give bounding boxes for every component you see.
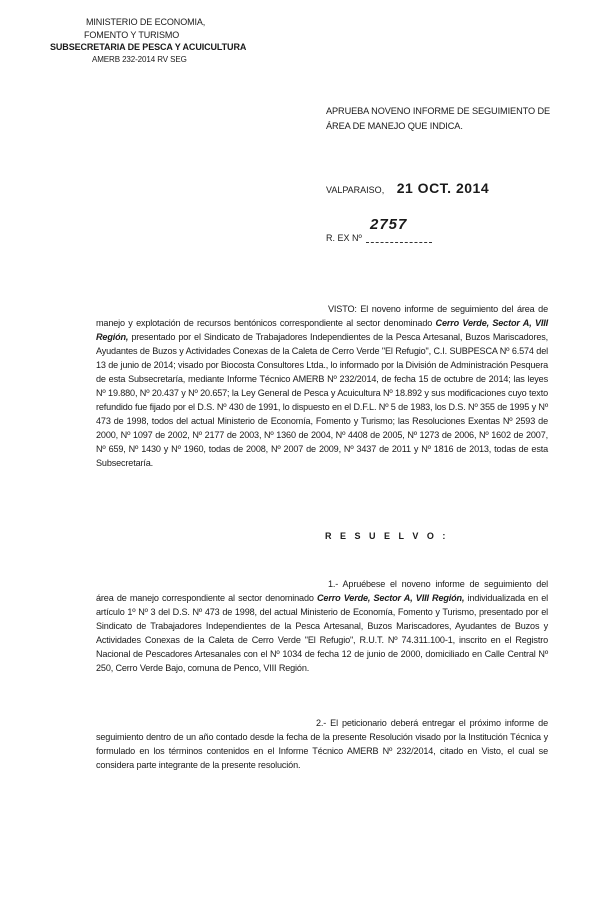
visto-label: VISTO:	[328, 304, 357, 314]
subject-reference: APRUEBA NOVENO INFORME DE SEGUIMIENTO DE ÁREA DE MANEJO QUE INDICA.	[326, 106, 551, 131]
file-reference: AMERB 232-2014 RV SEG	[92, 54, 187, 64]
article-1-text-1: 1.- Apruébese el noveno informe de seguimiento del área de manejo correspondiente al sector denominado	[96, 579, 548, 603]
date-stamp: 21 OCT. 2014	[396, 180, 490, 196]
resolution-label: R. EX Nº	[326, 233, 362, 243]
article-1	[96, 577, 548, 675]
article-1-text-2: individualizada en el artículo 1º Nº 3 del D.S. Nº 473 de 1998, del actual Ministerio de Economía, Fomento y Turismo, presentado por el Sindicato de Trabajadores Independientes de la Pesca Artesanal, Buzos Mariscadores, Ayudantes de Buzos y Actividades Conexas de la Caleta de Cerro Verde "El Refugio", R.U.T. Nº 74.311.100-1, inscrito en el Registro Nacional de Pescadores Artesanales con el Nº 1034 de fecha 12 de junio de 2000, domiciliado en Calle Central Nº 250, Cerro Verde Bajo, comuna de Penco, VIII Región.	[96, 593, 548, 673]
number-line	[366, 242, 432, 243]
resolution-number: 2757	[370, 216, 408, 233]
undersecretariat-name: SUBSECRETARIA DE PESCA Y ACUICULTURA	[50, 42, 247, 53]
ministry-subtitle: FOMENTO Y TURISMO	[84, 29, 180, 40]
letterhead	[50, 16, 246, 66]
ministry-name: MINISTERIO DE ECONOMIA,	[86, 17, 206, 27]
article-2: 2.- El peticionario deberá entregar el próximo informe de seguimiento dentro de un año contado desde la fecha de la presente Resolución visado por la Institución Técnica y formulado en los términos contenidos en el Informe Técnico AMERB Nº 232/2014, citado en Visto, el cual se considera parte integrante de la presente resolución.	[96, 718, 548, 770]
resuelvo-heading: R E S U E L V O :	[325, 531, 449, 541]
resolution-label-row	[326, 233, 432, 243]
city: VALPARAISO,	[326, 185, 385, 195]
article-1-sector: Cerro Verde, Sector A, VIII Región,	[317, 593, 465, 603]
visto-sector: Cerro Verde, Sector A, VIII Región,	[96, 318, 548, 342]
visto-paragraph	[96, 302, 548, 470]
place-date	[326, 180, 489, 196]
visto-text-1: El noveno informe de seguimiento del área de manejo y explotación de recursos bentónicos correspondiente al sector denominado	[96, 304, 548, 328]
visto-text-2: presentado por el Sindicato de Trabajadores Independientes de la Pesca Artesanal, Buzos Mariscadores, Ayudantes de Buzos y Actividades Conexas de la Caleta de Cerro Verde "El Refugio", C.I. SUBPESCA Nº 6.574 del 13 de junio de 2014; visado por Biocosta Consultores Ltda., lo informado por la División de Administración Pesquera de esta Subsecretaría, mediante Informe Técnico AMERB Nº 232/2014, de fecha 15 de octubre de 2014; las leyes Nº 19.880, Nº 20.437 y Nº 20.657; la Ley General de Pesca y Acuicultura Nº 18.892 y sus modificaciones cuyo texto refundido fue fijado por el D.S. Nº 430 de 1991, lo dispuesto en el D.F.L. Nº 5 de 1983, los D.S. Nº 355 de 1995 y Nº 473 de 1998, todos del actual Ministerio de Economía, Fomento y Turismo; las Resoluciones Exentas Nº 2593 de 2000, Nº 1097 de 2002, Nº 2177 de 2003, Nº 1360 de 2004, Nº 4408 de 2005, Nº 1273 de 2006, Nº 1602 de 2007, Nº 659, Nº 1430 y Nº 1960, todas de 2008, Nº 2007 de 2009, Nº 3437 de 2011 y Nº 1816 de 2013, todas de esta Subsecretaría.	[96, 332, 548, 468]
